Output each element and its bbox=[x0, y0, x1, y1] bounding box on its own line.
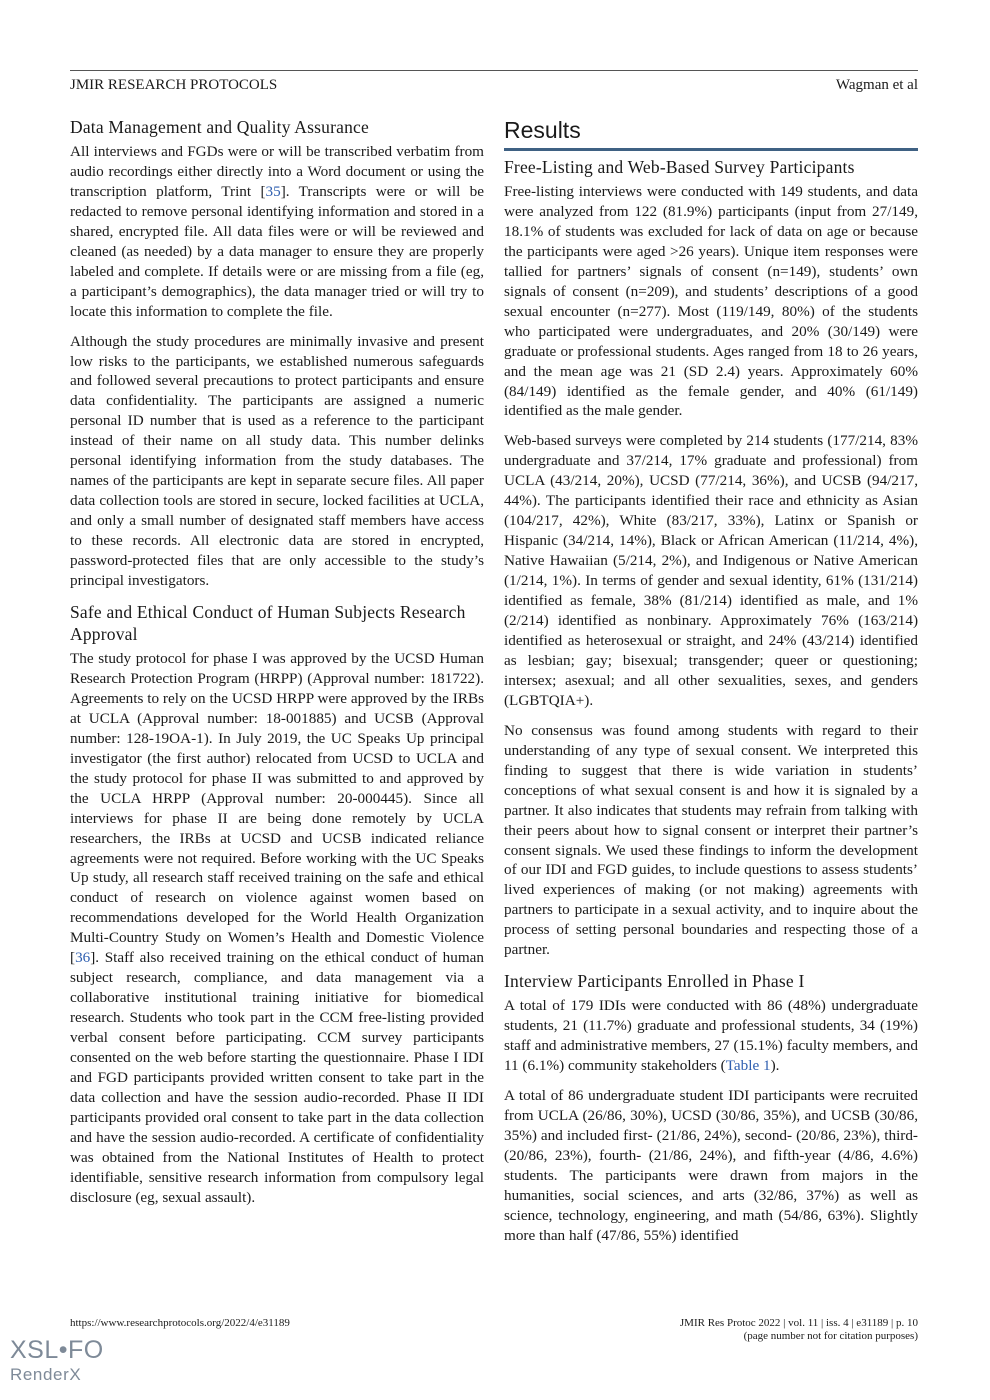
results-heading: Results bbox=[504, 116, 918, 151]
logo-line1: XSL•FO bbox=[10, 1336, 104, 1364]
citation-info bbox=[680, 1317, 918, 1343]
section-heading-free-listing: Free-Listing and Web-Based Survey Participants bbox=[504, 157, 855, 177]
text-span: A total of 179 IDIs were conducted with 86 (48%) undergraduate students, 21 (11.7%) graduate and professional students, 34 (19%) staff and administrative members, 27 (15.1%) faculty members, and 11 (6.1%) community stakeholders ( bbox=[504, 997, 918, 1075]
author-name: Wagman et al bbox=[835, 77, 918, 93]
citation-line: JMIR Res Protoc 2022 | vol. 11 | iss. 4 | e31189 | p. 10 bbox=[679, 1317, 918, 1329]
renderx-logo bbox=[10, 1336, 104, 1386]
table-link[interactable]: Table 1 bbox=[725, 1057, 771, 1075]
paragraph bbox=[70, 649, 484, 1208]
running-header bbox=[70, 70, 918, 94]
left-column bbox=[70, 116, 484, 1218]
paragraph: No consensus was found among students with regard to their understanding of any type of sexual consent. We interpreted this finding to suggest that there is wide variation in students’ conceptions of what sexual consent is and how it is signaled by a partner. It also indicates that students may refrain from talking with their peers about how to signal consent or interpret their partner’s consent signals. We used these findings to inform the development of our IDI and FGD guides, to include questions to assess students’ lived experiences of making (or not making) agreements with partners to participate in a sexual activity, and to inquire about the process of setting personal boundaries and respecting those of a partner. bbox=[504, 721, 918, 959]
reference-link[interactable]: 35 bbox=[265, 182, 281, 200]
section-heading-ethical-conduct: Safe and Ethical Conduct of Human Subjects Research Approval bbox=[70, 601, 466, 644]
paragraph: Web-based surveys were completed by 214 students (177/214, 83% undergraduate and 37/214, 17% graduate and professional) from UCLA (43/214, 20%), UCSD (77/214, 36%), and UCSB (94/217, 44%). The participants identified their race and ethnicity as Asian (104/217, 42%), White (83/217, 33%), Latinx or Spanish or Hispanic (34/214, 14%), Black or African American (11/214, 4%), Native Hawaiian (5/214, 2%), and Indigenous or Native American (1/214, 1%). In terms of gender and sexual identity, 61% (131/214) identified as female, 38% (81/214) identified as male, and 1% (2/214) identified as nonbinary. Approximately 76% (163/214) identified as heterosexual or straight, and 24% (43/214) identified as lesbian; gay; bisexual; transgender; queer or questioning; intersex; asexual; and all other sexualities, sexes, and genders (LGBTQIA+). bbox=[504, 432, 918, 709]
text-span: ). bbox=[770, 1057, 780, 1075]
logo-line2: RenderX bbox=[10, 1365, 82, 1384]
journal-name: JMIR RESEARCH PROTOCOLS bbox=[70, 77, 278, 93]
text-span: ]. Transcripts were or will be redacted to remove personal identifying information and stored in a shared, encrypted file. All data files were or will be reviewed and cleaned (as needed) by a data manager to ensure they are properly labeled and complete. If details were or are missing from a file (eg, a participant’s demographics), the data manager tried or will try to locate this information to complete the file. bbox=[70, 182, 484, 320]
paragraph bbox=[70, 142, 484, 322]
reference-link[interactable]: 36 bbox=[75, 949, 91, 967]
text-span: All interviews and FGDs were or will be transcribed verbatim from audio recordings either directly into a Word document or using the transcription platform, Trint [ bbox=[70, 143, 484, 200]
paragraph: Free-listing interviews were conducted with 149 students, and data were analyzed from 122 (81.9%) participants (input from 27/149, 18.1% of students was excluded for lack of data on age or because the participants were aged >26 years). Unique item responses were tallied for partners’ signals of consent (n=149), students’ own signals of consent (n=209), and students’ descriptions of a good sexual encounter (n=277). Most (119/149, 80%) of the students who participated were undergraduates, and 20% (30/149) were graduate or professional students. Ages ranged from 18 to 26 years, and the mean age was 21 (SD 2.4) years. Approximately 60% (84/149) identified as the female gender, and 40% (61/149) identified as the male gender. bbox=[504, 183, 918, 420]
section-heading-interview-participants: Interview Participants Enrolled in Phase I bbox=[504, 971, 805, 992]
paragraph bbox=[504, 996, 918, 1076]
text-span: ]. Staff also received training on the ethical conduct of human subject research, compliance, and data management via a collaborative institutional training initiative for biomedical research. Students who took part in the CCM free-listing provided verbal consent before participating. CCM survey participants consented on the web before starting the questionnaire. Phase I IDI and FGD participants provided written consent to take part in the data collection and have the session audio-recorded. Phase II IDI participants provided oral consent to take part in the data collection and have the session audio-recorded. A certificate of confidentiality was obtained from the National Institutes of Health to protect identifiable, sensitive research information from compulsory legal disclosure (eg, sexual assault). bbox=[70, 949, 484, 1206]
paragraph: Although the study procedures are minimally invasive and present low risks to the participants, we established numerous safeguards and followed several precautions to protect participants and ensure data confidentiality. The participants are assigned a numeric personal ID number that is used as a reference to the participant instead of their name on all study data. This number delinks personal identifying information from the study databases. The names of the participants are kept in separate secure files. All paper data collection tools are stored in secure, locked facilities at UCLA, and only a small number of designated staff members have access to these records. All electronic data are stored in encrypted, password-protected files that are only accessible to the study’s principal investigators. bbox=[70, 332, 484, 590]
page-note: (page number not for citation purposes) bbox=[743, 1330, 918, 1342]
article-url[interactable]: https://www.researchprotocols.org/2022/4/e31189 bbox=[70, 1317, 290, 1329]
paragraph: A total of 86 undergraduate student IDI participants were recruited from UCLA (26/86, 30%), UCSD (30/86, 35%), and UCSB (30/86, 35%) and included first- (21/86, 24%), second- (20/86, 23%), third- (20/86, 23%), fourth- (21/86, 24%), and fifth-year (4/86, 4.6%) students. The participants were drawn from majors in the humanities, social sciences, and arts (32/86, 37%) as well as science, technology, engineering, and math (54/86, 63%). Slightly more than half (47/86, 55%) identified bbox=[504, 1087, 918, 1244]
right-column bbox=[504, 116, 918, 1256]
section-heading-data-management: Data Management and Quality Assurance bbox=[70, 117, 369, 137]
text-span: The study protocol for phase I was approved by the UCSD Human Research Protection Program (HRPP) (Approval number: 181722). Agreements to rely on the UCSD HRPP were approved by the IRBs at UCLA (Approval number: 18-001885) and UCSB (Approval number: 128-19OA-1). In July 2019, the UC Speaks Up principal investigator (the first author) relocated from UCSD to UCLA and the study protocol for phase II was submitted to and approved by the UCLA HRPP (Approval number: 20-000445). Since all interviews for phase II are being done remotely by UCLA researchers, the IRBs at UCSD and UCSB indicated reliance agreements were not required. Before working with the UC Speaks Up study, all research staff received training on the safe and ethical conduct of research on violence against women based on recommendations developed for the World Health Organization Multi-Country Study on Women’s Health and Domestic Violence [ bbox=[70, 649, 484, 967]
